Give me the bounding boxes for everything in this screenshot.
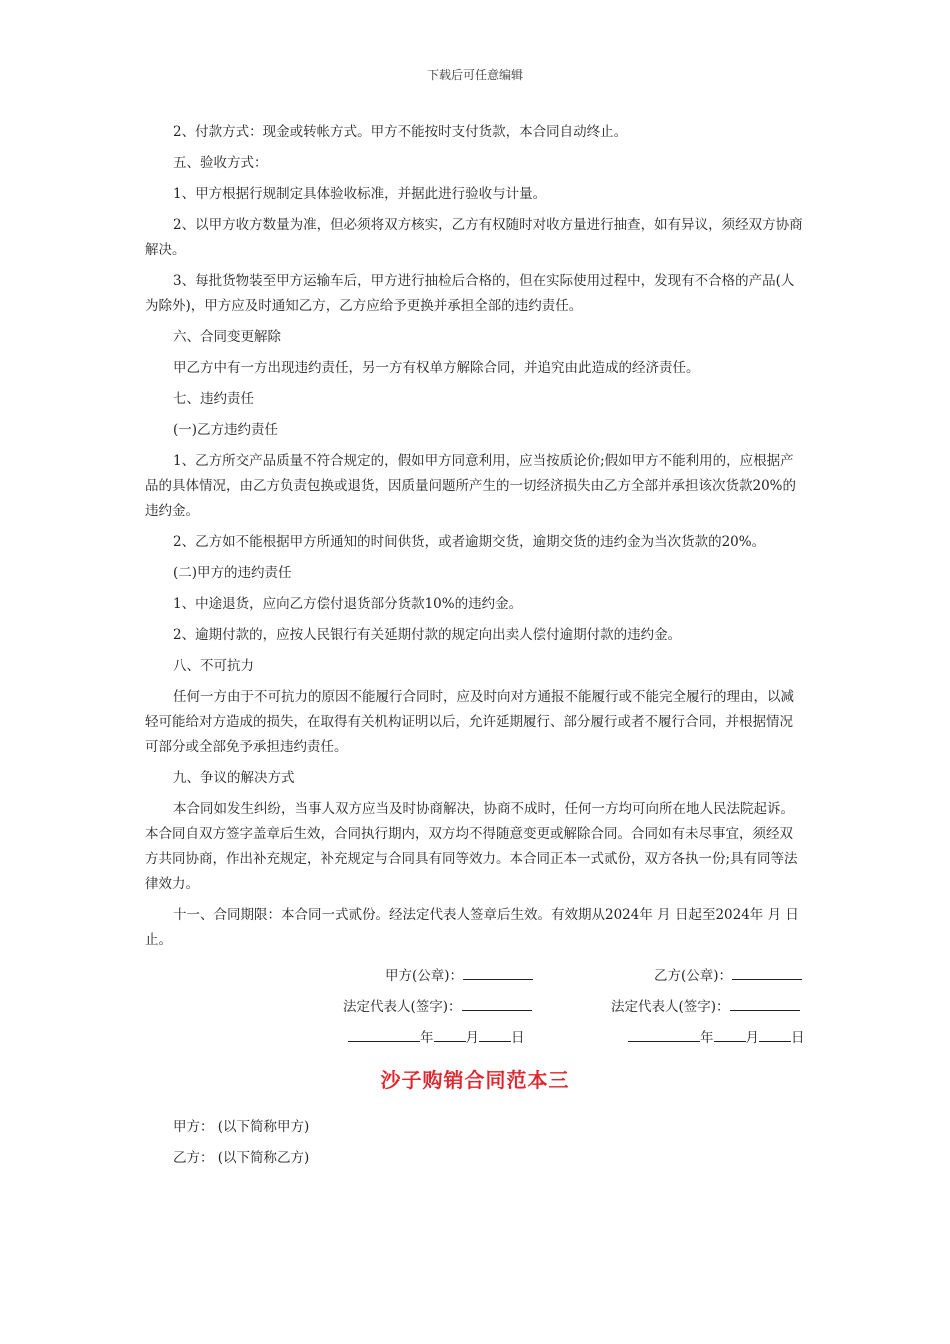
section-heading-breach: 七、违约责任 <box>173 391 254 407</box>
date-a-month-blank <box>434 1027 466 1042</box>
section-heading-change: 六、合同变更解除 <box>173 329 281 345</box>
subheading-party-b-breach: (一)乙方违约责任 <box>173 422 279 438</box>
breach-b-clause-2: 2、乙方如不能根据甲方所通知的时间供货，或者逾期交货，逾期交货的违约金为当次货款的20%。 <box>173 534 766 550</box>
party-a-seal-label: 甲方(公章)： <box>385 968 464 984</box>
acceptance-clause-1: 1、甲方根据行规制定具体验收标准，并据此进行验收与计量。 <box>173 186 547 202</box>
date-a-day-blank <box>479 1027 511 1042</box>
party-a-seal-field <box>385 964 533 984</box>
date-b-year-blank <box>628 1027 700 1042</box>
acceptance-clause-2: 2、以甲方收方数量为准，但必须将双方核实，乙方有权随时对收方量进行抽查，如有异议，须经双方协商解决。 <box>145 217 803 258</box>
date-b-day-blank <box>759 1027 791 1042</box>
change-clause: 甲乙方中有一方出现违约责任，另一方有权单方解除合同，并追究由此造成的经济责任。 <box>173 360 700 376</box>
date-b-day-label: 日 <box>791 1030 805 1046</box>
rep-b-field <box>611 995 800 1015</box>
date-b-month-blank <box>714 1027 746 1042</box>
date-a-year-label: 年 <box>420 1030 434 1046</box>
party-b-seal-blank <box>732 965 802 980</box>
breach-a-clause-1: 1、中途退货，应向乙方偿付退货部分货款10%的违约金。 <box>173 596 523 612</box>
term-clause: 十一、合同期限：本合同一式贰份。经法定代表人签章后生效。有效期从2024年 月 日起至2024年 月 日止。 <box>145 907 799 948</box>
section-heading-acceptance: 五、验收方式： <box>173 155 268 171</box>
rep-a-field <box>343 995 532 1015</box>
rep-a-blank <box>462 996 532 1011</box>
date-a-day-label: 日 <box>511 1030 525 1046</box>
party-a-seal-blank <box>463 965 533 980</box>
force-majeure-clause: 任何一方由于不可抗力的原因不能履行合同时，应及时向对方通报不能履行或不能完全履行的理由，以减轻可能给对方造成的损失，在取得有关机构证明以后，允许延期履行、部分履行或者不履行合同，并根据情况可部分或全部免予承担违约责任。 <box>145 689 794 755</box>
date-b-field <box>628 1026 805 1046</box>
date-b-year-label: 年 <box>700 1030 714 1046</box>
contract-body <box>145 120 805 953</box>
subheading-party-a-breach: (二)甲方的违约责任 <box>173 565 292 581</box>
rep-b-blank <box>730 996 800 1011</box>
date-a-year-blank <box>348 1027 420 1042</box>
payment-clause: 2、付款方式：现金或转帐方式。甲方不能按时支付货款，本合同自动终止。 <box>173 124 628 140</box>
date-a-field <box>348 1026 525 1046</box>
party-b-seal-field <box>654 964 802 984</box>
rep-a-label: 法定代表人(签字)： <box>343 999 462 1015</box>
page-header: 下载后可任意编辑 <box>426 68 523 82</box>
date-a-month-label: 月 <box>465 1030 479 1046</box>
dispute-clause: 本合同如发生纠纷，当事人双方应当及时协商解决，协商不成时，任何一方均可向所在地人民法院起诉。本合同自双方签字盖章后生效，合同执行期内，双方均不得随意变更或解除合同。合同如有未尽事宜，须经双方共同协商，作出补充规定，补充规定与合同具有同等效力。本合同正本一式贰份，双方各执一份;具有同等法律效力。 <box>145 801 798 892</box>
breach-b-clause-1: 1、乙方所交产品质量不符合规定的，假如甲方同意利用，应当按质论价;假如甲方不能利用的，应根据产品的具体情况，由乙方负责包换或退货，因质量问题所产生的一切经济损失由乙方全部并承担该次货款20%的违约金。 <box>145 453 797 519</box>
section-heading-dispute: 九、争议的解决方式 <box>173 770 295 786</box>
breach-a-clause-2: 2、逾期付款的，应按人民银行有关延期付款的规定向出卖人偿付逾期付款的违约金。 <box>173 627 682 643</box>
section-heading-force-majeure: 八、不可抗力 <box>173 658 254 674</box>
rep-b-label: 法定代表人(签字)： <box>611 999 730 1015</box>
date-b-month-label: 月 <box>745 1030 759 1046</box>
acceptance-clause-3: 3、每批货物装至甲方运输车后，甲方进行抽检后合格的，但在实际使用过程中，发现有不合格的产品(人为除外)，甲方应及时通知乙方，乙方应给予更换并承担全部的违约责任。 <box>145 273 795 314</box>
party-a-line: 甲方： (以下简称甲方) <box>173 1119 310 1135</box>
section-title: 沙子购销合同范本三 <box>380 1068 570 1092</box>
party-b-seal-label: 乙方(公章)： <box>654 968 733 984</box>
party-b-line: 乙方： (以下简称乙方) <box>173 1150 310 1166</box>
